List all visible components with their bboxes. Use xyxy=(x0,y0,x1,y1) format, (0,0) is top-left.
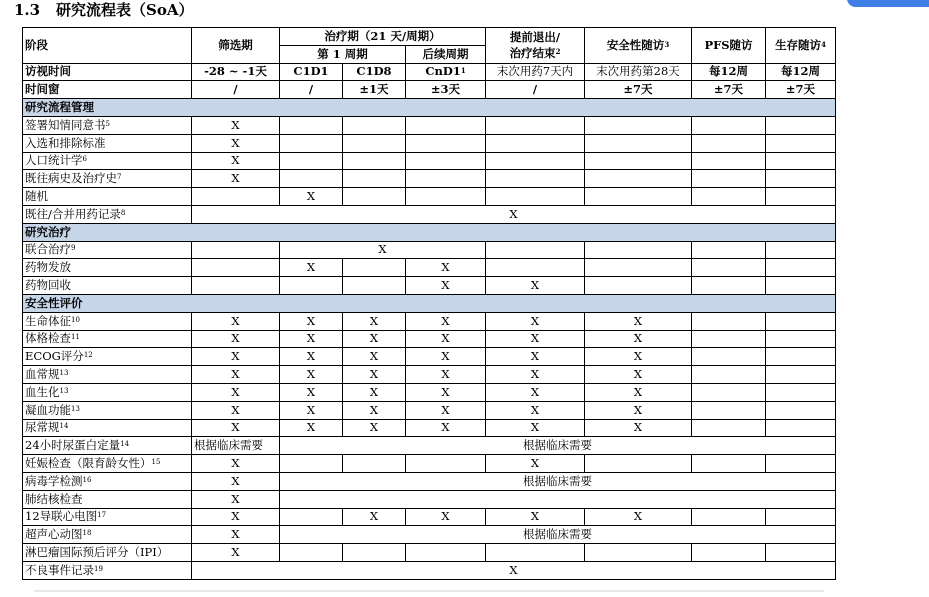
table-row xyxy=(23,134,836,152)
mark-cell: X xyxy=(192,508,280,526)
spanning-mark-cell: X xyxy=(192,561,836,579)
table-row xyxy=(23,508,836,526)
row-label xyxy=(23,312,192,330)
table-row xyxy=(23,561,836,579)
row-label-text: 血常规 xyxy=(25,367,60,382)
row-label xyxy=(23,526,192,544)
section-management: 研究流程管理 xyxy=(23,99,836,117)
row-label-text: 体格检查 xyxy=(25,331,71,346)
footnote-ref: 17 xyxy=(97,511,107,520)
soa-table xyxy=(22,27,836,580)
row-label-text: 超声心动图 xyxy=(25,527,83,542)
visit-time-c1d8: C1D8 xyxy=(343,63,406,81)
footnote-ref: 18 xyxy=(82,529,92,538)
row-label: 药物回收 xyxy=(23,277,192,295)
table-row xyxy=(23,437,836,455)
visit-time-exit: 末次用药7天内 xyxy=(486,63,585,81)
mark-cell: X xyxy=(192,134,280,152)
footnote-ref: 14 xyxy=(120,440,130,449)
table-row xyxy=(23,544,836,562)
row-label xyxy=(23,561,192,579)
row-label: 入选和排除标准 xyxy=(23,134,192,152)
blue-tab-fragment xyxy=(847,0,929,7)
mark-cell: X xyxy=(486,508,585,526)
window-survival: ±7天 xyxy=(766,81,836,99)
mark-cell: X xyxy=(486,455,585,473)
as-needed-span-cell: 根据临床需要 xyxy=(280,526,836,544)
mark-cell: X xyxy=(343,330,406,348)
mark-cell: X xyxy=(280,419,343,437)
row-label-text: 生命体征 xyxy=(25,313,71,328)
table-row xyxy=(23,366,836,384)
footnote-ref: 13 xyxy=(71,404,80,413)
section-number: 1.3 xyxy=(14,1,41,19)
mark-cell: X xyxy=(280,188,343,206)
row-label-text: 不良事件记录 xyxy=(25,562,94,577)
row-label-text: 签署知情同意书 xyxy=(25,117,106,132)
safety-followup-text: 安全性随访 xyxy=(606,37,665,52)
window-c1d8: ±1天 xyxy=(343,81,406,99)
treatment-end-text: 治疗结束 xyxy=(509,46,556,61)
row-label-text: 血生化 xyxy=(25,384,60,399)
table-row xyxy=(23,330,836,348)
row-label: 随机 xyxy=(23,188,192,206)
mark-cell: X xyxy=(192,383,280,401)
row-label-text: 既往/合并用药记录 xyxy=(25,206,121,221)
footnote-ref: 11 xyxy=(71,333,80,342)
section-treatment: 研究治疗 xyxy=(23,223,836,241)
mark-cell: X xyxy=(343,401,406,419)
row-label xyxy=(23,401,192,419)
mark-cell: X xyxy=(192,419,280,437)
table-row xyxy=(23,526,836,544)
table-row xyxy=(23,277,836,295)
mark-cell: X xyxy=(280,401,343,419)
row-label-text: 尿常规 xyxy=(25,420,60,435)
mark-cell: X xyxy=(192,170,280,188)
row-label xyxy=(23,437,192,455)
table-row xyxy=(23,383,836,401)
mark-cell: X xyxy=(343,419,406,437)
row-label-text: 妊娠检查（限育龄女性） xyxy=(25,456,152,471)
row-label xyxy=(23,348,192,366)
row-label: 药物发放 xyxy=(23,259,192,277)
table-row xyxy=(23,170,836,188)
row-label xyxy=(23,152,192,170)
window-pfs: ±7天 xyxy=(692,81,766,99)
mark-cell: X xyxy=(192,330,280,348)
mark-cell: X xyxy=(585,312,692,330)
row-label xyxy=(23,419,192,437)
spanning-mark-cell: X xyxy=(192,205,836,223)
mark-cell: X xyxy=(585,383,692,401)
mark-cell: X xyxy=(486,366,585,384)
mark-cell: X xyxy=(585,508,692,526)
footnote-ref: 5 xyxy=(105,119,110,128)
mark-cell: X xyxy=(192,544,280,562)
footnote-ref: 13 xyxy=(59,369,69,378)
table-row xyxy=(23,205,836,223)
footnote-ref: 8 xyxy=(120,208,126,217)
mark-cell: X xyxy=(192,366,280,384)
window-c1d1: / xyxy=(280,81,343,99)
row-label-text: 联合治疗 xyxy=(25,242,71,257)
footnote-ref: 12 xyxy=(83,351,93,360)
window-exit: / xyxy=(486,81,585,99)
footnote-ref: 6 xyxy=(82,155,87,164)
row-label-text: 24小时尿蛋白定量 xyxy=(25,438,121,453)
stage-label: 阶段 xyxy=(23,28,192,64)
cnd1-text: CnD1 xyxy=(425,64,461,79)
mark-cell: X xyxy=(406,401,486,419)
row-label: 淋巴瘤国际预后评分（IPI） xyxy=(23,544,192,562)
row-label xyxy=(23,383,192,401)
row-label xyxy=(23,330,192,348)
page-edge-divider xyxy=(34,590,824,592)
mark-cell: X xyxy=(192,472,280,490)
mark-cell: X xyxy=(406,277,486,295)
visit-time-safety: 末次用药第28天 xyxy=(585,63,692,81)
row-label xyxy=(23,366,192,384)
mark-cell: X xyxy=(192,401,280,419)
section-row xyxy=(23,99,836,117)
mark-cell: X xyxy=(192,490,280,508)
mark-cell: X xyxy=(585,419,692,437)
spanning-mark-cell: X xyxy=(280,241,486,259)
mark-cell: X xyxy=(280,330,343,348)
row-label xyxy=(23,241,192,259)
row-label-text: 人口统计学 xyxy=(25,153,83,168)
visit-time-pfs: 每12周 xyxy=(692,63,766,81)
section-safety: 安全性评价 xyxy=(23,294,836,312)
cnd1-note: 1 xyxy=(460,66,466,76)
footnote-ref: 14 xyxy=(59,422,69,431)
mark-cell: X xyxy=(585,348,692,366)
as-needed-span-cell: 根据临床需要 xyxy=(280,437,836,455)
mark-cell: X xyxy=(343,312,406,330)
window-label: 时间窗 xyxy=(23,81,192,99)
mark-cell: X xyxy=(192,152,280,170)
table-row xyxy=(23,419,836,437)
visit-time-row xyxy=(23,63,836,81)
table-row xyxy=(23,401,836,419)
mark-cell: X xyxy=(343,348,406,366)
section-heading xyxy=(14,0,193,20)
safety-note: 3 xyxy=(664,39,670,49)
row-label-text: ECOG评分 xyxy=(25,349,84,364)
footnote-ref: 7 xyxy=(117,173,122,182)
mark-cell: X xyxy=(192,348,280,366)
section-row xyxy=(23,223,836,241)
section-row xyxy=(23,294,836,312)
visit-time-survival: 每12周 xyxy=(766,63,836,81)
mark-cell: X xyxy=(280,259,343,277)
mark-cell: X xyxy=(486,419,585,437)
section-title: 研究流程表（SoA） xyxy=(56,1,194,19)
survival-note: 4 xyxy=(821,39,826,49)
as-needed-cell: 根据临床需要 xyxy=(192,437,280,455)
row-label-text: 既往病史及治疗史 xyxy=(25,171,117,186)
window-screening: / xyxy=(192,81,280,99)
mark-cell: X xyxy=(486,401,585,419)
window-safety: ±7天 xyxy=(585,81,692,99)
col-cycle1: 第 1 周期 xyxy=(280,45,406,63)
mark-cell: X xyxy=(585,366,692,384)
mark-cell: X xyxy=(486,330,585,348)
row-label xyxy=(23,205,192,223)
survival-followup-text: 生存随访 xyxy=(775,37,822,52)
table-row xyxy=(23,188,836,206)
mark-cell: X xyxy=(406,366,486,384)
row-label xyxy=(23,170,192,188)
mark-cell: X xyxy=(343,383,406,401)
row-label-text: 12导联心电图 xyxy=(25,509,98,524)
mark-cell: X xyxy=(406,330,486,348)
footnote-ref: 9 xyxy=(71,244,76,253)
table-row xyxy=(23,490,836,508)
row-label-text: 凝血功能 xyxy=(25,402,71,417)
mark-cell: X xyxy=(486,312,585,330)
footnote-ref: 15 xyxy=(151,458,161,467)
visit-time-screening: -28 ~ -1天 xyxy=(192,63,280,81)
footnote-ref: 19 xyxy=(94,564,103,573)
early-exit-text: 提前退出/ xyxy=(509,30,561,45)
row-label: 肺结核检查 xyxy=(23,490,192,508)
footnote-ref: 10 xyxy=(71,315,80,324)
mark-cell: X xyxy=(280,383,343,401)
mark-cell: X xyxy=(585,330,692,348)
mark-cell: X xyxy=(280,366,343,384)
footnote-ref: 16 xyxy=(82,475,92,484)
mark-cell: X xyxy=(343,508,406,526)
mark-cell: X xyxy=(192,526,280,544)
mark-cell: X xyxy=(486,348,585,366)
table-row xyxy=(23,472,836,490)
mark-cell: X xyxy=(486,383,585,401)
mark-cell: X xyxy=(280,312,343,330)
col-survival-followup xyxy=(766,28,836,64)
table-row xyxy=(23,152,836,170)
mark-cell: X xyxy=(406,259,486,277)
table-row xyxy=(23,259,836,277)
window-row xyxy=(23,81,836,99)
as-needed-span-cell: 根据临床需要 xyxy=(280,472,836,490)
row-label xyxy=(23,472,192,490)
mark-cell: X xyxy=(486,277,585,295)
mark-cell: X xyxy=(280,348,343,366)
visit-time-cnd1 xyxy=(406,63,486,81)
col-later-cycles: 后续周期 xyxy=(406,45,486,63)
mark-cell: X xyxy=(406,312,486,330)
early-exit-note: 2 xyxy=(555,47,561,57)
col-treatment: 治疗期（21 天/周期） xyxy=(280,28,486,46)
mark-cell: X xyxy=(343,366,406,384)
mark-cell: X xyxy=(192,455,280,473)
visit-time-label: 访视时间 xyxy=(23,63,192,81)
row-label xyxy=(23,455,192,473)
mark-cell: X xyxy=(192,116,280,134)
mark-cell: X xyxy=(585,401,692,419)
mark-cell: X xyxy=(406,419,486,437)
mark-cell: X xyxy=(406,383,486,401)
row-label xyxy=(23,116,192,134)
mark-cell: X xyxy=(406,348,486,366)
table-row xyxy=(23,116,836,134)
table-row xyxy=(23,241,836,259)
table-row xyxy=(23,455,836,473)
mark-cell: X xyxy=(192,312,280,330)
header-row-stage xyxy=(23,28,836,46)
footnote-ref: 13 xyxy=(59,386,69,395)
row-label-text: 病毒学检测 xyxy=(25,473,83,488)
table-row xyxy=(23,348,836,366)
row-label xyxy=(23,508,192,526)
mark-cell: X xyxy=(406,508,486,526)
col-early-exit xyxy=(486,28,585,64)
window-cnd1: ±3天 xyxy=(406,81,486,99)
col-safety-followup xyxy=(585,28,692,64)
col-screening: 筛选期 xyxy=(192,28,280,64)
table-row xyxy=(23,312,836,330)
visit-time-c1d1: C1D1 xyxy=(280,63,343,81)
col-pfs-followup: PFS随访 xyxy=(692,28,766,64)
